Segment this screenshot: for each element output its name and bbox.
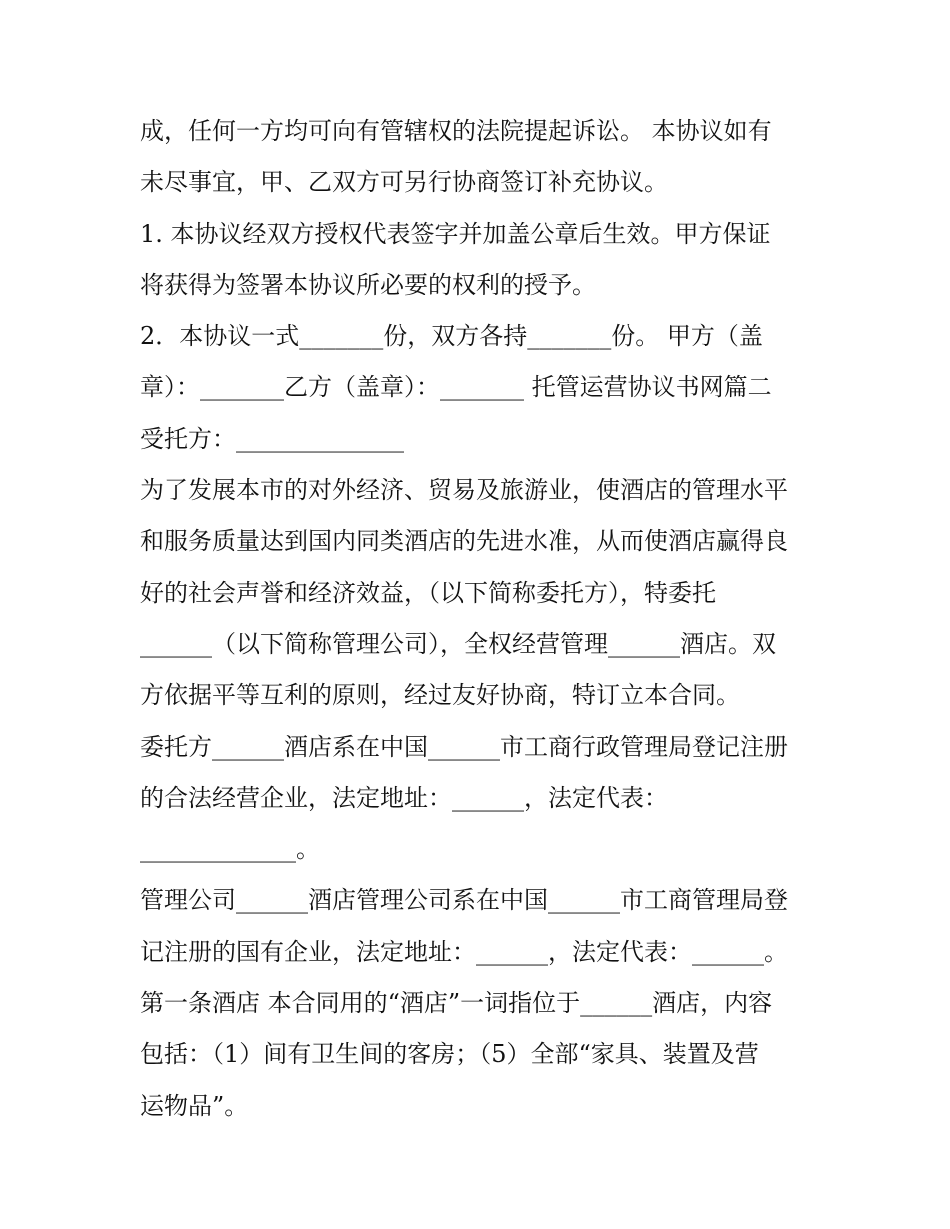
text-line: 2．本协议一式_______份，双方各持_______份。 甲方（盖 xyxy=(140,322,763,351)
text-line: 1. 本协议经双方授权代表签字并加盖公章后生效。甲方保证 xyxy=(140,219,771,248)
text-line: 管理公司______酒店管理公司系在中国______市工商管理局登 xyxy=(140,886,788,915)
document-body xyxy=(140,106,820,1132)
text-line: 为了发展本市的对外经济、贸易及旅游业，使酒店的管理水平 xyxy=(140,476,788,505)
text-line: 成，任何一方均可向有管辖权的法院提起诉讼。 本协议如有 xyxy=(140,117,772,145)
text-line: 方依据平等互利的原则，经过友好协商，特订立本合同。 xyxy=(140,681,740,710)
text-line: 包括：（1）间有卫生间的客房；（5）全部“家具、装置及营 xyxy=(140,1040,759,1069)
text-line: 委托方______酒店系在中国______市工商行政管理局登记注册 xyxy=(140,732,788,761)
text-line: 的合法经营企业，法定地址：______，法定代表： xyxy=(140,783,668,812)
text-line: 将获得为签署本协议所必要的权利的授予。 xyxy=(140,270,596,299)
text-line: 受托方：______________ xyxy=(140,424,404,453)
text-line: 章）：_______乙方（盖章）：_______ 托管运营协议书网篇二 xyxy=(140,373,772,402)
text-line: 好的社会声誉和经济效益，（以下简称委托方），特委托 xyxy=(140,578,716,607)
text-line: 记注册的国有企业，法定地址：______，法定代表：______。 xyxy=(140,937,788,966)
text-line: 和服务质量达到国内同类酒店的先进水准，从而使酒店赢得良 xyxy=(140,527,788,556)
text-line: 第一条酒店 本合同用的“酒店”一词指位于______酒店，内容 xyxy=(140,989,773,1018)
text-line: ______（以下简称管理公司），全权经营管理______酒店。双 xyxy=(140,629,776,658)
text-line: _____________。 xyxy=(140,835,320,864)
text-line: 运物品”。 xyxy=(140,1091,249,1120)
text-line: 未尽事宜，甲、乙双方可另行协商签订补充协议。 xyxy=(140,168,668,197)
